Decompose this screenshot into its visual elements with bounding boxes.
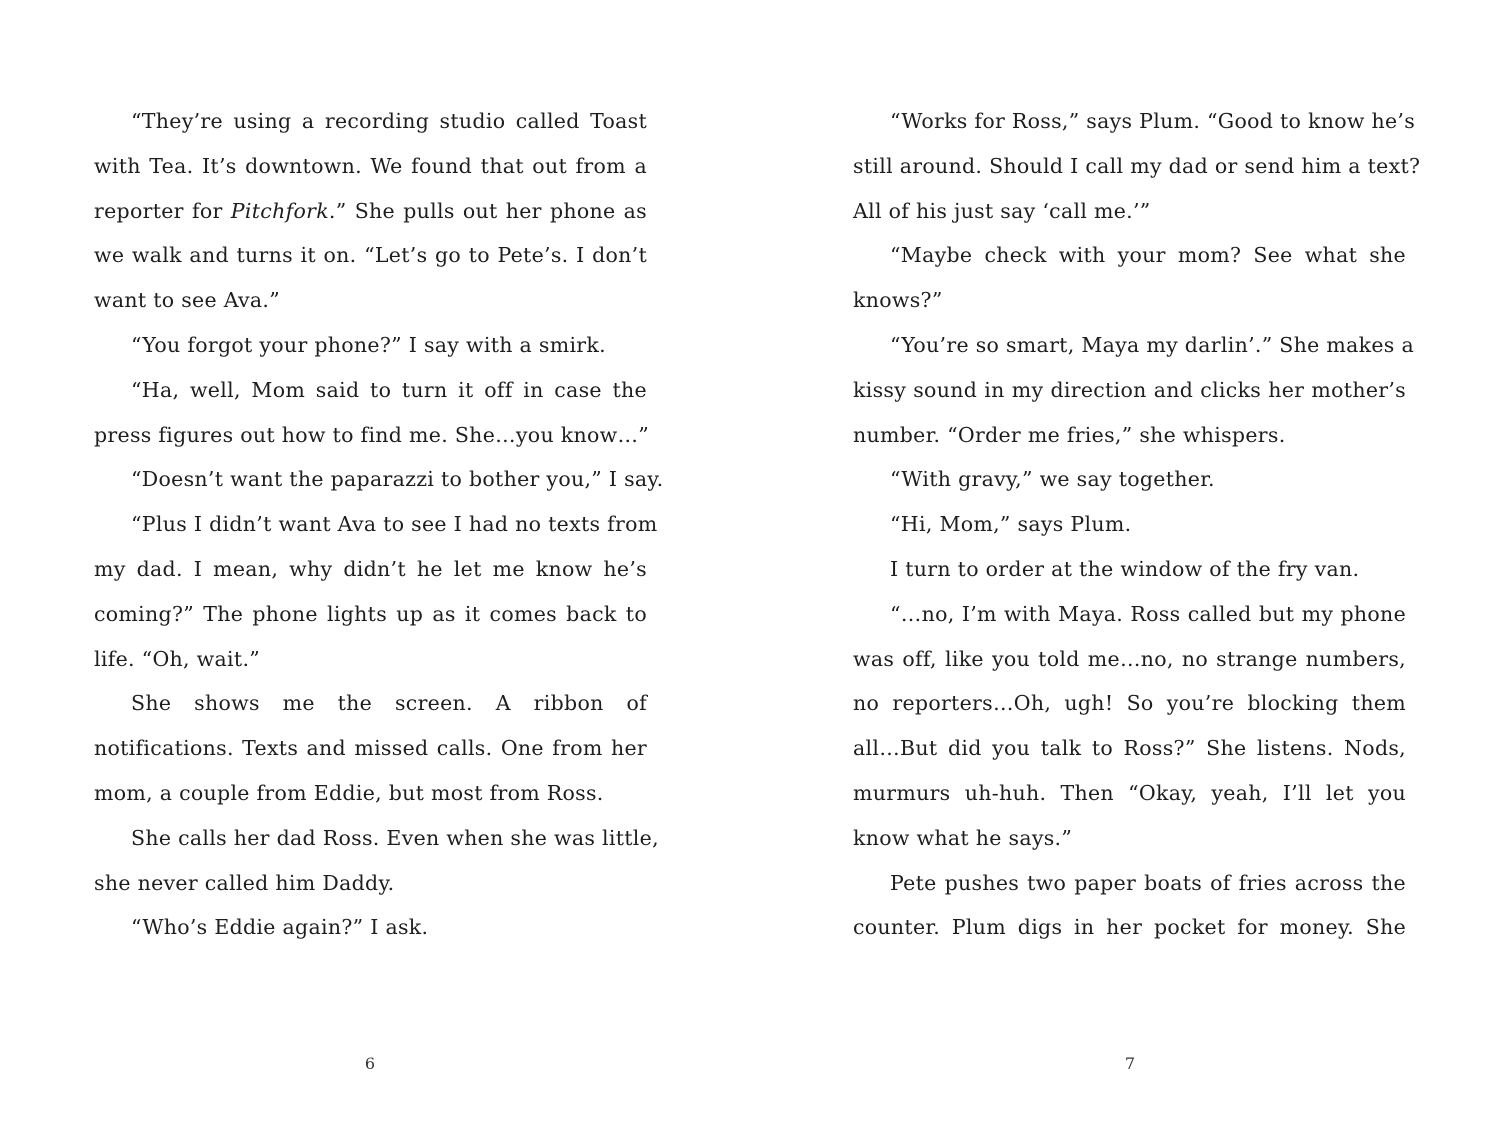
text-line: “You’re so smart, Maya my darlin’.” She makes a <box>890 332 1414 357</box>
right-page <box>750 0 1500 1125</box>
text-line: “Maybe check with your mom? See what she <box>890 243 1406 268</box>
text-line: number. “Order me fries,” she whispers. <box>853 422 1286 447</box>
text-line: know what he says.” <box>853 825 1073 850</box>
text-line: was off, like you told me…no, no strange numbers, <box>853 646 1406 671</box>
text-line: She shows me the screen. A ribbon of <box>131 691 647 716</box>
text-line: no reporters…Oh, ugh! So you’re blocking them <box>853 691 1406 716</box>
right-page-text <box>853 99 1421 950</box>
text-line: knows?” <box>853 288 943 313</box>
text-line: want to see Ava.” <box>94 288 280 313</box>
italic-title: Pitchfork <box>230 198 329 223</box>
text-line <box>94 189 647 234</box>
text-line: with Tea. It’s downtown. We found that out from a <box>94 153 647 178</box>
text-segment: .” She pulls out her phone as <box>328 198 648 223</box>
text-line: She calls her dad Ross. Even when she was little, <box>131 825 659 850</box>
text-line: still around. Should I call my dad or send him a text? <box>853 153 1421 178</box>
right-page-number: 7 <box>1124 1054 1136 1073</box>
text-line: I turn to order at the window of the fry van. <box>890 556 1360 581</box>
text-line: counter. Plum digs in her pocket for money. She <box>853 915 1406 940</box>
text-line: “…no, I’m with Maya. Ross called but my phone <box>890 601 1406 626</box>
text-line: kissy sound in my direction and clicks her mother’s <box>853 377 1406 402</box>
text-line: “With gravy,” we say together. <box>890 467 1215 492</box>
text-line: mom, a couple from Eddie, but most from Ross. <box>94 780 604 805</box>
text-line: notifications. Texts and missed calls. One from her <box>94 736 647 761</box>
text-line: coming?” The phone lights up as it comes back to <box>94 601 647 626</box>
text-line: “They’re using a recording studio called Toast <box>131 109 647 133</box>
left-page-number: 6 <box>364 1054 376 1073</box>
text-line: press figures out how to find me. She…you know…” <box>94 422 650 447</box>
text-segment: reporter for <box>94 198 231 223</box>
left-page-text <box>94 99 664 950</box>
text-line: life. “Oh, wait.” <box>94 646 261 671</box>
text-line: all…But did you talk to Ross?” She listens. Nods, <box>853 736 1406 761</box>
text-line: Pete pushes two paper boats of fries across the <box>890 870 1406 895</box>
text-line: we walk and turns it on. “Let’s go to Pete’s. I don’t <box>94 243 647 268</box>
text-line: “Works for Ross,” says Plum. “Good to know he’s <box>890 109 1416 133</box>
text-line: murmurs uh-huh. Then “Okay, yeah, I’ll let you <box>853 780 1406 805</box>
text-line: All of his just say ‘call me.’” <box>853 198 1151 223</box>
text-line: “You forgot your phone?” I say with a smirk. <box>131 332 606 357</box>
text-line: “Ha, well, Mom said to turn it off in case the <box>131 377 647 402</box>
text-line: my dad. I mean, why didn’t he let me know he’s <box>94 556 647 581</box>
text-line: “Hi, Mom,” says Plum. <box>890 512 1132 537</box>
text-line: “Plus I didn’t want Ava to see I had no texts from <box>131 512 658 537</box>
text-line: she never called him Daddy. <box>94 870 395 895</box>
text-line: “Who’s Eddie again?” I ask. <box>131 915 429 940</box>
text-line: “Doesn’t want the paparazzi to bother you,” I say. <box>131 467 664 492</box>
